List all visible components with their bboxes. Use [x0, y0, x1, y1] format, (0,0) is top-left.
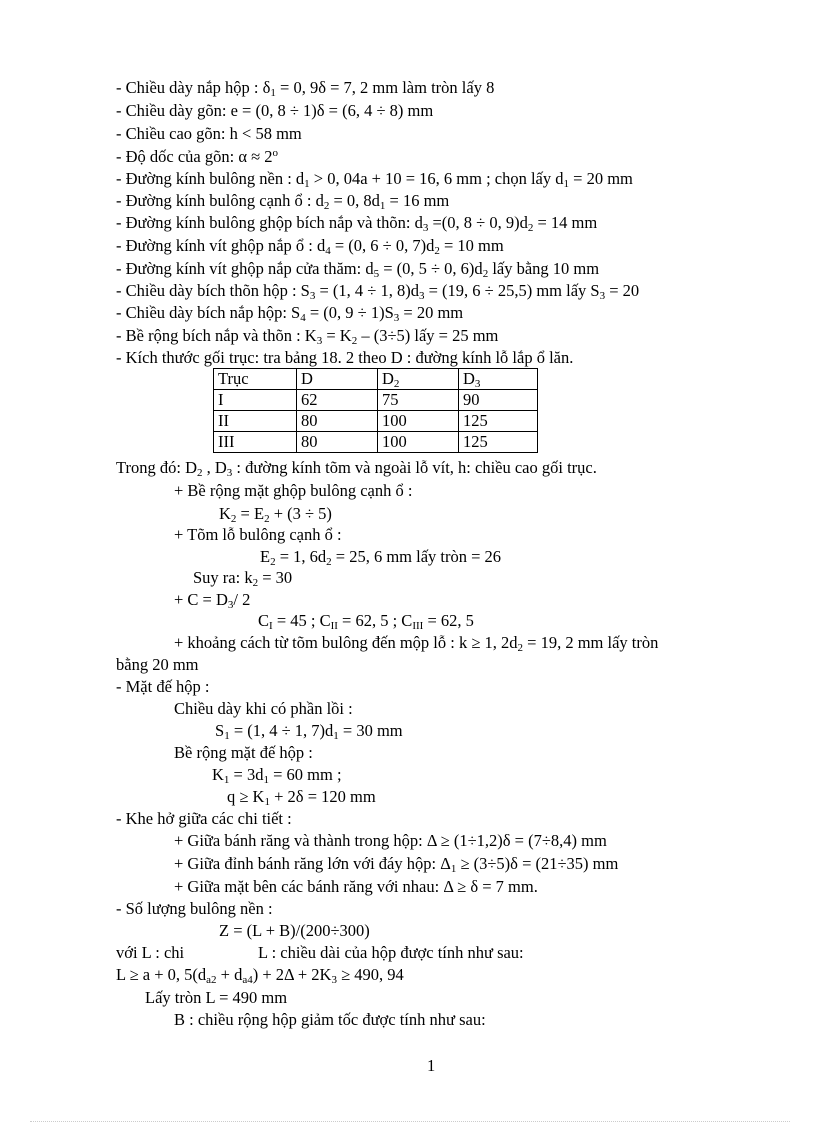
line-where-d2-d3: Trong đó: $D_2$ , $D_3$ : đường kính tõm và ngoài lỗ vít, h: chiều cao gối trục.: [116, 458, 597, 479]
formula-s1: $S_1 = (1$, 4 ÷ 1, $7)d_1 = 30$ mm: [215, 721, 403, 742]
table-cell: 75: [378, 390, 459, 411]
line-base-thickness: Chiều dày khi có phần lồi :: [174, 699, 353, 718]
line-bolt-center: + Tõm lỗ bulông cạnh ổ :: [174, 525, 342, 544]
page-number: 1: [427, 1056, 436, 1075]
table-cell: I: [214, 390, 297, 411]
table-cell: 100: [378, 411, 459, 432]
table-header-cell: $D_2$: [378, 369, 459, 390]
line-clearance-gear-sides: + Giữa mặt bên các bánh răng với nhau: Δ ≥ δ = 7 mm.: [174, 877, 538, 896]
line-base-face: - Mặt đế hộp :: [116, 677, 210, 696]
table-header-cell: $D_3$: [459, 369, 538, 390]
line-foundation-bolt-diameter: - Đường kính bulông nền : $d_1 > 0$, 04a + 10 = 16, 6 mm ; chọn lấy $d_1 = 20$ mm: [116, 169, 633, 190]
line-rounded-l: Lấy tròn L = 490 mm: [145, 988, 288, 1007]
line-bearing-cap-screw-diameter: - Đường kính vít ghộp nắp ổ : $d_4 = (0$, 6 ÷ 0, $7)d_2 = 10$ mm: [116, 236, 504, 257]
line-clearance-gear-bottom: + Giữa đỉnh bánh răng lớn với đáy hộp: $\Delta_1 \ge (3\div 5)\delta = (21\div 35)$ mm: [174, 854, 619, 875]
table-cell: 125: [459, 411, 538, 432]
formula-q: $q \ge K_1 + 2\delta = 120$ mm: [227, 787, 376, 808]
formula-e2: $E_2 = 1$, $6d_2 = 25$, 6 mm lấy tròn = 26: [260, 547, 502, 568]
table-header-cell: D: [297, 369, 378, 390]
line-rib-slope: - Độ dốc của gõn: $\alpha \approx 2^o$: [116, 147, 279, 166]
formula-k1: $K_1 = 3d_1 = 60$ mm ;: [212, 765, 342, 786]
formula-l: L ≥ a + 0, $5(d_{a2} + d_{a4}) + 2\Delta + 2K_3 \ge 490$, 94: [116, 965, 404, 986]
line-edge-distance-cont: bằng 20 mm: [116, 655, 199, 674]
footer-divider: [30, 1121, 790, 1122]
table-header-cell: Trục: [214, 369, 297, 390]
formula-c-values: $C_I = 45$ ; $C_{II} = 62$, 5 ; $C_{III} = 62$, 5: [258, 611, 474, 632]
line-clearances: - Khe hở giữa các chi tiết :: [116, 809, 292, 828]
line-edge-distance: + khoảng cách từ tõm bulông đến mộp lỗ : k ≥ 1, $2d_2 = 19$, 2 mm lấy tròn: [174, 633, 659, 654]
line-flange-width: - Bề rộng bích nắp và thõn : $K_3 = K_2 - (3\div 5)$ lấy = 25 mm: [116, 326, 499, 347]
shaft-dimension-table: [213, 368, 538, 453]
line-mating-face-width: + Bề rộng mặt ghộp bulông cạnh ổ :: [174, 481, 413, 500]
formula-c: + $C = D_3/$ 2: [174, 590, 251, 611]
table-cell: 80: [297, 411, 378, 432]
line-clearance-gear-wall: + Giữa bánh răng và thành trong hộp: Δ ≥ (1÷1,2)δ = (7÷8,4) mm: [174, 831, 607, 850]
table-cell: 62: [297, 390, 378, 411]
table-cell: 80: [297, 432, 378, 453]
line-where-l-definition: L : chiều dài của hộp được tính như sau:: [258, 943, 524, 962]
line-result-k2: Suy ra: $k_2 = 30$: [193, 568, 293, 589]
table-header-row: [214, 369, 538, 390]
line-flange-bolt-diameter: - Đường kính bulông ghộp bích nắp và thõn: $d_3 =(0$, 8 ÷ 0, $9)d_2 = 14$ mm: [116, 213, 598, 234]
line-base-width: Bề rộng mặt đế hộp :: [174, 743, 313, 762]
table-row: [214, 411, 538, 432]
line-bolt-count: - Số lượng bulông nền :: [116, 899, 273, 918]
line-cover-flange-thickness: - Chiều dày bích nắp hộp: $S_4 = (0$, $9 \div 1)S_3 = 20$ mm: [116, 303, 464, 324]
table-cell: 125: [459, 432, 538, 453]
line-width-b: B : chiều rộng hộp giảm tốc được tính như sau:: [174, 1010, 486, 1029]
line-bearing-side-bolt-diameter: - Đường kính bulông cạnh ổ : $d_2 = 0$, $8d_1 = 16$ mm: [116, 191, 450, 212]
table-cell: II: [214, 411, 297, 432]
line-where-l: với L : chi: [116, 943, 185, 962]
table-cell: 100: [378, 432, 459, 453]
table-cell: 90: [459, 390, 538, 411]
line-shaft-support-dimensions: - Kích thước gối trục: tra bảng 18. 2 theo D : đường kính lỗ lắp ổ lăn.: [116, 348, 574, 367]
table-row: [214, 390, 538, 411]
line-rib-thickness: - Chiều dày gõn: e = (0, 8 ÷ 1)δ = (6, 4 ÷ 8) mm: [116, 101, 434, 120]
table-row: [214, 432, 538, 453]
formula-z: Z = (L + B)/(200÷300): [219, 921, 370, 940]
line-rib-height: - Chiều cao gõn: h < 58 mm: [116, 124, 302, 143]
line-inspection-cover-screw-diameter: - Đường kính vít ghộp nắp cửa thăm: $d_5 = (0$, 5 ÷ 0, $6)d_2$ lấy bằng 10 mm: [116, 259, 600, 280]
formula-k2: $K_2 = E_2 + (3 \div 5)$: [219, 504, 332, 525]
line-nap-hop-thickness: - Chiều dày nắp hộp : $\delta_1 = 0$, 9δ = 7, 2 mm làm tròn lấy 8: [116, 78, 495, 99]
line-body-flange-thickness: - Chiều dày bích thõn hộp : $S_3 = (1$, 4 ÷ 1, $8)d_3 = (19$, 6 ÷ 25,5) mm lấy $S_3 = 20$: [116, 281, 640, 302]
table-cell: III: [214, 432, 297, 453]
